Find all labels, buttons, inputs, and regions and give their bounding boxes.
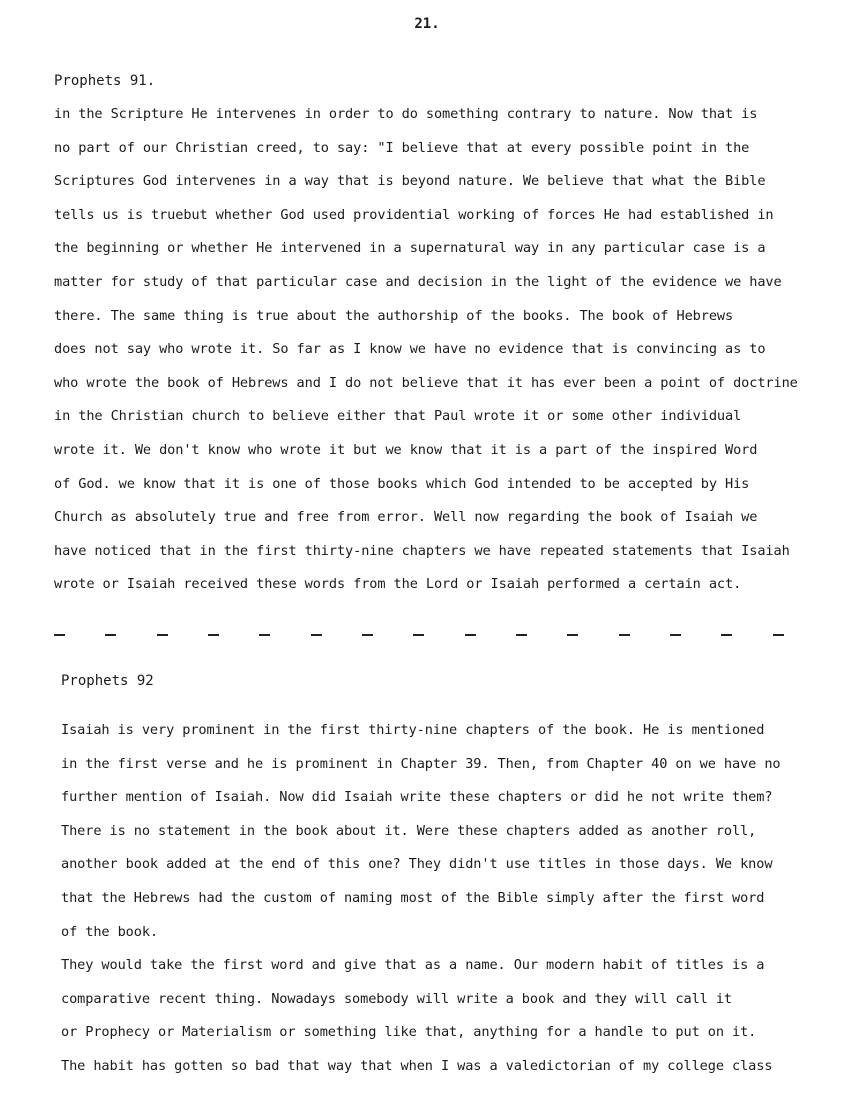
divider-dash xyxy=(670,634,681,636)
divider-dash xyxy=(105,634,116,636)
text-line: no part of our Christian creed, to say: "I believe that at every possible point in the xyxy=(54,139,750,156)
text-line: there. The same thing is true about the authorship of the books. The book of Hebrews xyxy=(54,307,734,324)
text-line: tells us is truebut whether God used providential working of forces He had established in xyxy=(54,206,774,223)
section-title: Prophets 91. xyxy=(54,73,156,89)
divider-dash xyxy=(721,634,732,636)
divider-dash xyxy=(54,634,65,636)
text-line: in the Christian church to believe either that Paul wrote it or some other individual xyxy=(54,408,742,425)
text-line: Scriptures God intervenes in a way that is beyond nature. We believe that what the Bible xyxy=(54,173,766,190)
text-line: that the Hebrews had the custom of naming most of the Bible simply after the first word xyxy=(61,889,765,906)
text-line: wrote or Isaiah received these words from the Lord or Isaiah performed a certain act. xyxy=(54,576,742,593)
text-line: another book added at the end of this one? They didn't use titles in those days. We know xyxy=(61,856,773,873)
divider-dash xyxy=(413,634,424,636)
text-line: The habit has gotten so bad that way that when I was a valedictorian of my college class xyxy=(61,1057,773,1074)
text-line: There is no statement in the book about it. Were these chapters added as another roll, xyxy=(61,822,757,839)
section-prophets-92 xyxy=(0,668,854,1084)
text-line: have noticed that in the first thirty-nine chapters we have repeated statements that Isaiah xyxy=(54,542,790,559)
page-number: 21. xyxy=(414,16,440,32)
divider-dash xyxy=(619,634,630,636)
text-line: the beginning or whether He intervened in a supernatural way in any particular case is a xyxy=(54,240,766,257)
section-prophets-91 xyxy=(0,64,854,602)
text-line: matter for study of that particular case and decision in the light of the evidence we have xyxy=(54,273,782,290)
text-line: or Prophecy or Materialism or something like that, anything for a handle to put on it. xyxy=(61,1024,757,1041)
divider-dash xyxy=(773,634,784,636)
divider-dash xyxy=(311,634,322,636)
text-line: who wrote the book of Hebrews and I do not believe that it has ever been a point of doctrine xyxy=(54,374,798,391)
text-line: of God. we know that it is one of those books which God intended to be accepted by His xyxy=(54,475,750,492)
text-line: in the first verse and he is prominent in Chapter 39. Then, from Chapter 40 on we have no xyxy=(61,755,781,772)
text-line: comparative recent thing. Nowadays somebody will write a book and they will call it xyxy=(61,990,732,1007)
text-line: wrote it. We don't know who wrote it but we know that it is a part of the inspired Word xyxy=(54,441,758,458)
section-body xyxy=(54,98,854,602)
text-line: They would take the first word and give that as a name. Our modern habit of titles is a xyxy=(61,957,765,974)
section-divider xyxy=(54,626,784,644)
text-line: of the book. xyxy=(61,923,159,940)
divider-dash xyxy=(259,634,270,636)
divider-dash xyxy=(516,634,527,636)
divider-dash xyxy=(208,634,219,636)
divider-dash xyxy=(465,634,476,636)
text-line: does not say who wrote it. So far as I know we have no evidence that is convincing as to xyxy=(54,341,766,358)
text-line: Church as absolutely true and free from error. Well now regarding the book of Isaiah we xyxy=(54,509,758,526)
divider-dash xyxy=(157,634,168,636)
divider-dash xyxy=(362,634,373,636)
text-line: in the Scripture He intervenes in order to do something contrary to nature. Now that is xyxy=(54,106,758,122)
section-title: Prophets 92 xyxy=(61,673,154,689)
text-line: further mention of Isaiah. Now did Isaiah write these chapters or did he not write them? xyxy=(61,789,773,806)
text-line: Isaiah is very prominent in the first thirty-nine chapters of the book. He is mentioned xyxy=(61,722,765,738)
section-body xyxy=(61,714,854,1084)
divider-dash xyxy=(567,634,578,636)
